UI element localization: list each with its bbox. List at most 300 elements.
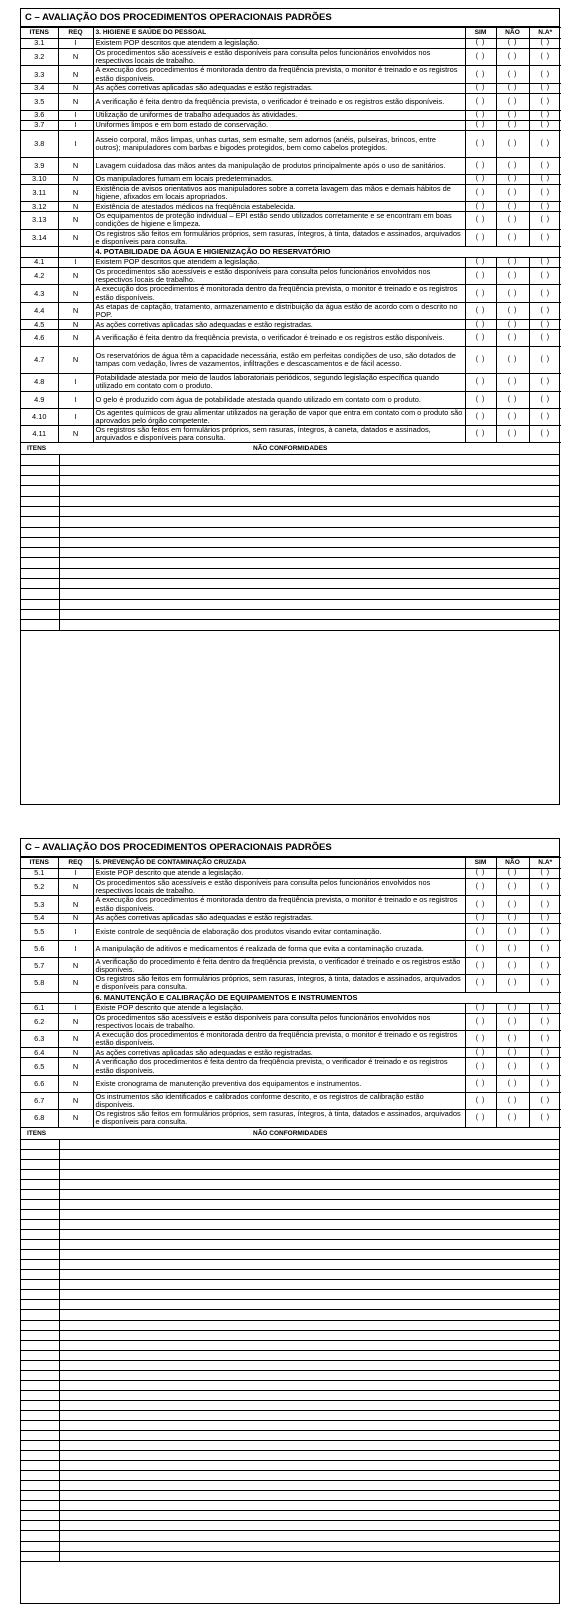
non-conformities-section: [21, 443, 559, 455]
checkbox-nao[interactable]: ( ): [496, 268, 529, 285]
non-conformity-row[interactable]: [21, 1531, 559, 1541]
requirement-level: N: [58, 1092, 93, 1109]
item-description: Os procedimentos são acessíveis e estão disponíveis para consulta pelos funcionários envolvidos nos respectivos locais de trabalho.: [93, 1013, 465, 1030]
checkbox-nao[interactable]: ( ): [496, 426, 529, 443]
non-conformity-row[interactable]: [21, 1310, 559, 1320]
checkbox-sim[interactable]: ( ): [465, 869, 496, 879]
checkbox-sim[interactable]: ( ): [465, 49, 496, 66]
requirement-level: N: [58, 229, 93, 246]
checkbox-sim[interactable]: ( ): [465, 202, 496, 212]
checkbox-sim[interactable]: ( ): [465, 330, 496, 347]
table-row: [21, 1075, 561, 1092]
checkbox-na[interactable]: ( ): [529, 49, 561, 66]
non-conformity-row[interactable]: [21, 1411, 559, 1421]
non-conformities-grid: [21, 1140, 559, 1562]
table-row: [21, 39, 561, 49]
form-title: C – AVALIAÇÃO DOS PROCEDIMENTOS OPERACIONAIS PADRÕES: [21, 9, 559, 27]
checkbox-sim[interactable]: ( ): [465, 285, 496, 302]
checkbox-na[interactable]: ( ): [529, 120, 561, 130]
checkbox-nao[interactable]: ( ): [496, 93, 529, 110]
checkbox-na[interactable]: ( ): [529, 39, 561, 49]
section-title: 4. POTABILIDADE DA ÁGUA E HIGIENIZAÇÃO DO RESERVATÓRIO: [93, 247, 561, 258]
table-row: [21, 869, 561, 879]
checkbox-nao[interactable]: ( ): [496, 347, 529, 374]
checkbox-na[interactable]: ( ): [529, 302, 561, 319]
table-row: [21, 93, 561, 110]
non-conformity-row[interactable]: [21, 558, 559, 568]
checkbox-na[interactable]: ( ): [529, 879, 561, 896]
requirement-level: N: [58, 957, 93, 974]
non-conformity-row[interactable]: [21, 1230, 559, 1240]
non-conformity-row[interactable]: [21, 1300, 559, 1310]
checkbox-na[interactable]: ( ): [529, 391, 561, 408]
item-description: Existem POP descritos que atendem a legislação.: [93, 258, 465, 268]
requirement-level: N: [58, 975, 93, 992]
checkbox-na[interactable]: ( ): [529, 923, 561, 940]
table-row: [21, 391, 561, 408]
non-conformity-row[interactable]: [21, 538, 559, 548]
item-description: A verificação é feita dentro da freqüência prevista, o verificador é treinado e os registros estão disponíveis.: [93, 93, 465, 110]
item-description: Existência de avisos orientativos aos manipuladores sobre a correta lavagem das mãos e demais hábitos de higiene, afixados em locais apropriados.: [93, 184, 465, 201]
column-header-row: [21, 28, 561, 39]
checkbox-sim[interactable]: ( ): [465, 1031, 496, 1048]
non-conformity-row[interactable]: [21, 1240, 559, 1250]
checkbox-sim[interactable]: ( ): [465, 347, 496, 374]
checkbox-na[interactable]: ( ): [529, 330, 561, 347]
table-row: [21, 184, 561, 201]
checkbox-nao[interactable]: ( ): [496, 869, 529, 879]
item-description: A manipulação de aditivos e medicamentos é realizada de forma que evita a contaminação cruzada.: [93, 940, 465, 957]
checkbox-na[interactable]: ( ): [529, 320, 561, 330]
item-number: 5.2: [21, 879, 58, 896]
item-number: 4.8: [21, 374, 58, 391]
non-conformity-row[interactable]: [21, 620, 559, 630]
checkbox-nao[interactable]: ( ): [496, 83, 529, 93]
evaluation-form-1: [20, 8, 560, 805]
checkbox-na[interactable]: ( ): [529, 940, 561, 957]
checkbox-sim[interactable]: ( ): [465, 374, 496, 391]
checkbox-nao[interactable]: ( ): [496, 879, 529, 896]
checkbox-nao[interactable]: ( ): [496, 320, 529, 330]
checkbox-sim[interactable]: ( ): [465, 174, 496, 184]
requirement-level: I: [58, 869, 93, 879]
checkbox-nao[interactable]: ( ): [496, 174, 529, 184]
requirement-level: I: [58, 110, 93, 120]
checkbox-na[interactable]: ( ): [529, 347, 561, 374]
checkbox-nao[interactable]: ( ): [496, 1031, 529, 1048]
non-conformity-row[interactable]: [21, 600, 559, 610]
item-description: A verificação dos procedimentos é feita dentro da freqüência prevista, o verificador é treinado e os registros estão disponíveis.: [93, 1058, 465, 1075]
non-conformity-row[interactable]: [21, 1371, 559, 1381]
checkbox-na[interactable]: ( ): [529, 184, 561, 201]
checkbox-na[interactable]: ( ): [529, 426, 561, 443]
checkbox-sim[interactable]: ( ): [465, 212, 496, 229]
checkbox-na[interactable]: ( ): [529, 896, 561, 913]
checkbox-nao[interactable]: ( ): [496, 130, 529, 157]
checkbox-na[interactable]: ( ): [529, 1058, 561, 1075]
item-number: 4.9: [21, 391, 58, 408]
non-conformity-row[interactable]: [21, 1331, 559, 1341]
checkbox-sim[interactable]: ( ): [465, 93, 496, 110]
checkbox-na[interactable]: ( ): [529, 408, 561, 425]
checkbox-na[interactable]: ( ): [529, 1048, 561, 1058]
item-number: 3.11: [21, 184, 58, 201]
non-conformity-row[interactable]: [21, 1451, 559, 1461]
checkbox-sim[interactable]: ( ): [465, 391, 496, 408]
checkbox-nao[interactable]: ( ): [496, 374, 529, 391]
item-number: 3.1: [21, 39, 58, 49]
item-number: 6.7: [21, 1092, 58, 1109]
checkbox-na[interactable]: ( ): [529, 268, 561, 285]
checkbox-na[interactable]: ( ): [529, 229, 561, 246]
table-row: [21, 157, 561, 174]
non-conformity-row[interactable]: [21, 1200, 559, 1210]
checkbox-nao[interactable]: ( ): [496, 975, 529, 992]
non-conformity-row[interactable]: [21, 569, 559, 579]
item-number: 4.7: [21, 347, 58, 374]
checkbox-na[interactable]: ( ): [529, 975, 561, 992]
checkbox-nao[interactable]: ( ): [496, 330, 529, 347]
non-conformity-row[interactable]: [21, 1511, 559, 1521]
requirement-level: I: [58, 923, 93, 940]
checkbox-na[interactable]: ( ): [529, 1013, 561, 1030]
item-description: Existe controle de seqüência de elaboração dos produtos visando evitar contaminação.: [93, 923, 465, 940]
non-conformity-row[interactable]: [21, 1461, 559, 1471]
non-conformity-row[interactable]: [21, 517, 559, 527]
checkbox-na[interactable]: ( ): [529, 913, 561, 923]
non-conformity-row[interactable]: [21, 548, 559, 558]
checkbox-nao[interactable]: ( ): [496, 391, 529, 408]
non-conformity-row[interactable]: [21, 1361, 559, 1371]
item-number: 6.1: [21, 1003, 58, 1013]
checkbox-na[interactable]: ( ): [529, 212, 561, 229]
checkbox-nao[interactable]: ( ): [496, 1110, 529, 1127]
non-conformity-row[interactable]: [21, 1421, 559, 1431]
checkbox-nao[interactable]: ( ): [496, 1075, 529, 1092]
checkbox-nao[interactable]: ( ): [496, 923, 529, 940]
non-conformity-row[interactable]: [21, 1260, 559, 1270]
checkbox-sim[interactable]: ( ): [465, 1013, 496, 1030]
non-conformity-row[interactable]: [21, 1270, 559, 1280]
checklist-table: [21, 27, 561, 443]
section-title: 6. MANUTENÇÃO E CALIBRAÇÃO DE EQUIPAMENTOS E INSTRUMENTOS: [93, 992, 561, 1003]
checkbox-sim[interactable]: ( ): [465, 975, 496, 992]
non-conformity-row[interactable]: [21, 1441, 559, 1451]
item-number: 3.2: [21, 49, 58, 66]
non-conformity-row[interactable]: [21, 1471, 559, 1481]
non-conformity-row[interactable]: [21, 1351, 559, 1361]
item-description: A verificação do procedimento é feita dentro da freqüência prevista, o verificador é treinado e os registros estão disponíveis.: [93, 957, 465, 974]
non-conformity-row[interactable]: [21, 1542, 559, 1552]
requirement-level: N: [58, 1110, 93, 1127]
requirement-level: N: [58, 66, 93, 83]
non-conformity-row[interactable]: [21, 1190, 559, 1200]
checkbox-na[interactable]: ( ): [529, 374, 561, 391]
checkbox-na[interactable]: ( ): [529, 957, 561, 974]
table-row: [21, 957, 561, 974]
checkbox-na[interactable]: ( ): [529, 93, 561, 110]
table-row: [21, 975, 561, 992]
requirement-level: N: [58, 93, 93, 110]
item-number: 4.4: [21, 302, 58, 319]
blank-cell: [58, 992, 93, 1003]
checkbox-sim[interactable]: ( ): [465, 879, 496, 896]
requirement-level: I: [58, 940, 93, 957]
item-number: 5.7: [21, 957, 58, 974]
item-number: 4.3: [21, 285, 58, 302]
item-number: 4.5: [21, 320, 58, 330]
checkbox-sim[interactable]: ( ): [465, 1092, 496, 1109]
checkbox-nao[interactable]: ( ): [496, 940, 529, 957]
checkbox-nao[interactable]: ( ): [496, 202, 529, 212]
section-title: 3. HIGIENE E SAÚDE DO PESSOAL: [93, 28, 465, 39]
checkbox-sim[interactable]: ( ): [465, 258, 496, 268]
non-conformity-row[interactable]: [21, 579, 559, 589]
item-description: Os manipuladores fumam em locais predeterminados.: [93, 174, 465, 184]
non-conformity-row[interactable]: [21, 1150, 559, 1160]
col-header-itens: ITENS: [21, 28, 58, 39]
non-conformity-row[interactable]: [21, 497, 559, 507]
requirement-level: N: [58, 347, 93, 374]
checkbox-nao[interactable]: ( ): [496, 66, 529, 83]
table-row: [21, 1110, 561, 1127]
checkbox-na[interactable]: ( ): [529, 174, 561, 184]
table-row: [21, 302, 561, 319]
checkbox-sim[interactable]: ( ): [465, 1058, 496, 1075]
table-row: [21, 285, 561, 302]
checkbox-nao[interactable]: ( ): [496, 184, 529, 201]
checkbox-nao[interactable]: ( ): [496, 120, 529, 130]
section-header-row: [21, 247, 561, 258]
checkbox-nao[interactable]: ( ): [496, 258, 529, 268]
checkbox-nao[interactable]: ( ): [496, 957, 529, 974]
table-row: [21, 1092, 561, 1109]
checkbox-na[interactable]: ( ): [529, 1092, 561, 1109]
non-conformity-row[interactable]: [21, 1290, 559, 1300]
checkbox-sim[interactable]: ( ): [465, 157, 496, 174]
item-number: 3.3: [21, 66, 58, 83]
blank-cell: [21, 247, 58, 258]
item-number: 3.4: [21, 83, 58, 93]
checkbox-na[interactable]: ( ): [529, 66, 561, 83]
item-description: Asseio corporal, mãos limpas, unhas curtas, sem esmalte, sem adornos (anéis, pulseiras, brincos, entre outros); manipuladores com barbas e bigodes protegidos, bem como cabelos protegidos.: [93, 130, 465, 157]
table-row: [21, 110, 561, 120]
non-conformity-row[interactable]: [21, 455, 559, 465]
item-number: 5.5: [21, 923, 58, 940]
non-conformity-row[interactable]: [21, 486, 559, 496]
checkbox-sim[interactable]: ( ): [465, 957, 496, 974]
table-row: [21, 408, 561, 425]
table-row: [21, 268, 561, 285]
checkbox-nao[interactable]: ( ): [496, 110, 529, 120]
checkbox-sim[interactable]: ( ): [465, 66, 496, 83]
non-conformity-row[interactable]: [21, 610, 559, 620]
checkbox-sim[interactable]: ( ): [465, 110, 496, 120]
checkbox-sim[interactable]: ( ): [465, 184, 496, 201]
checkbox-sim[interactable]: ( ): [465, 1075, 496, 1092]
checkbox-nao[interactable]: ( ): [496, 229, 529, 246]
checkbox-na[interactable]: ( ): [529, 83, 561, 93]
table-row: [21, 130, 561, 157]
table-row: [21, 347, 561, 374]
non-conformity-row[interactable]: [21, 476, 559, 486]
checkbox-na[interactable]: ( ): [529, 285, 561, 302]
checkbox-sim[interactable]: ( ): [465, 923, 496, 940]
table-row: [21, 120, 561, 130]
non-conformities-header: [21, 1128, 559, 1140]
requirement-level: N: [58, 1058, 93, 1075]
non-conformity-row[interactable]: [21, 1521, 559, 1531]
col-header-req: REQ: [58, 28, 93, 39]
checkbox-nao[interactable]: ( ): [496, 212, 529, 229]
checkbox-na[interactable]: ( ): [529, 130, 561, 157]
checkbox-nao[interactable]: ( ): [496, 39, 529, 49]
item-description: Lavagem cuidadosa das mãos antes da manipulação de produtos principalmente após o uso de sanitários.: [93, 157, 465, 174]
non-conformity-row[interactable]: [21, 1491, 559, 1501]
requirement-level: N: [58, 212, 93, 229]
table-row: [21, 212, 561, 229]
item-description: Utilização de uniformes de trabalho adequados às atividades.: [93, 110, 465, 120]
requirement-level: I: [58, 408, 93, 425]
item-description: A verificação é feita dentro da freqüência prevista, o verificador é treinado e os registros estão disponíveis.: [93, 330, 465, 347]
checkbox-sim[interactable]: ( ): [465, 896, 496, 913]
requirement-level: I: [58, 1003, 93, 1013]
non-conformity-row[interactable]: [21, 1341, 559, 1351]
checkbox-nao[interactable]: ( ): [496, 1048, 529, 1058]
item-description: Potabilidade atestada por meio de laudos laboratoriais periódicos, segundo legislação específica quando utilizado em contato com o produto.: [93, 374, 465, 391]
non-conformity-row[interactable]: [21, 1160, 559, 1170]
item-description: Uniformes limpos e em bom estado de conservação.: [93, 120, 465, 130]
checkbox-sim[interactable]: ( ): [465, 1110, 496, 1127]
checkbox-sim[interactable]: ( ): [465, 1048, 496, 1058]
nc-title: NÃO CONFORMIDADES: [253, 445, 328, 453]
non-conformity-row[interactable]: [21, 1180, 559, 1190]
checkbox-sim[interactable]: ( ): [465, 426, 496, 443]
checkbox-nao[interactable]: ( ): [496, 896, 529, 913]
checkbox-nao[interactable]: ( ): [496, 408, 529, 425]
non-conformity-row[interactable]: [21, 1401, 559, 1411]
requirement-level: I: [58, 39, 93, 49]
section-title: 5. PREVENÇÃO DE CONTAMINAÇÃO CRUZADA: [93, 858, 465, 869]
item-description: Os registros são feitos em formulários próprios, sem rasuras, íntegros, à tinta, datados e assinados, arquivados e disponíveis para consulta.: [93, 1110, 465, 1127]
non-conformity-row[interactable]: [21, 1431, 559, 1441]
item-description: Os procedimentos são acessíveis e estão disponíveis para consulta pelos funcionários envolvidos nos respectivos locais de trabalho.: [93, 49, 465, 66]
item-description: Os reservatórios de água têm a capacidade necessária, estão em perfeitas condições de uso, são dotados de tampas com vedação, livres de vazamentos, infiltrações e descascamentos e de fácil acesso.: [93, 347, 465, 374]
non-conformity-row[interactable]: [21, 1210, 559, 1220]
non-conformity-row[interactable]: [21, 1381, 559, 1391]
non-conformity-row[interactable]: [21, 1170, 559, 1180]
item-description: Os equipamentos de proteção individual – EPI estão sendo utilizados corretamente e se encontram em boas condições de higiene e limpeza.: [93, 212, 465, 229]
checkbox-sim[interactable]: ( ): [465, 940, 496, 957]
checkbox-sim[interactable]: ( ): [465, 39, 496, 49]
non-conformity-row[interactable]: [21, 1481, 559, 1491]
checkbox-sim[interactable]: ( ): [465, 913, 496, 923]
non-conformity-row[interactable]: [21, 1250, 559, 1260]
non-conformity-row[interactable]: [21, 1321, 559, 1331]
table-row: [21, 879, 561, 896]
item-description: Existe cronograma de manutenção preventiva dos equipamentos e instrumentos.: [93, 1075, 465, 1092]
non-conformity-row[interactable]: [21, 1501, 559, 1511]
requirement-level: N: [58, 913, 93, 923]
checkbox-sim[interactable]: ( ): [465, 120, 496, 130]
checkbox-sim[interactable]: ( ): [465, 229, 496, 246]
item-description: Os agentes químicos de grau alimentar utilizados na geração de vapor que entra em contato com o produto são aprovados pelo órgão competente.: [93, 408, 465, 425]
checkbox-sim[interactable]: ( ): [465, 1003, 496, 1013]
checkbox-sim[interactable]: ( ): [465, 83, 496, 93]
item-number: 5.3: [21, 896, 58, 913]
table-row: [21, 923, 561, 940]
table-row: [21, 426, 561, 443]
item-number: 4.1: [21, 258, 58, 268]
nc-title: NÃO CONFORMIDADES: [253, 1129, 328, 1137]
checkbox-nao[interactable]: ( ): [496, 285, 529, 302]
checkbox-na[interactable]: ( ): [529, 1110, 561, 1127]
checkbox-nao[interactable]: ( ): [496, 1092, 529, 1109]
checkbox-na[interactable]: ( ): [529, 1003, 561, 1013]
requirement-level: I: [58, 258, 93, 268]
item-number: 5.4: [21, 913, 58, 923]
checkbox-sim[interactable]: ( ): [465, 408, 496, 425]
checkbox-na[interactable]: ( ): [529, 157, 561, 174]
item-number: 6.2: [21, 1013, 58, 1030]
blank-cell: [58, 247, 93, 258]
item-number: 5.1: [21, 869, 58, 879]
checkbox-nao[interactable]: ( ): [496, 1003, 529, 1013]
non-conformity-row[interactable]: [21, 466, 559, 476]
checkbox-nao[interactable]: ( ): [496, 1013, 529, 1030]
checkbox-nao[interactable]: ( ): [496, 913, 529, 923]
table-row: [21, 66, 561, 83]
non-conformity-row[interactable]: [21, 589, 559, 599]
checkbox-nao[interactable]: ( ): [496, 1058, 529, 1075]
checkbox-sim[interactable]: ( ): [465, 302, 496, 319]
item-description: Os registros são feitos em formulários próprios, sem rasuras, íntegros, à tinta, datados e assinados, arquivados e disponíveis para consulta.: [93, 975, 465, 992]
requirement-level: N: [58, 330, 93, 347]
checkbox-sim[interactable]: ( ): [465, 268, 496, 285]
requirement-level: N: [58, 268, 93, 285]
non-conformity-row[interactable]: [21, 1552, 559, 1562]
non-conformities-header: [21, 443, 559, 455]
table-row: [21, 320, 561, 330]
table-row: [21, 202, 561, 212]
non-conformity-row[interactable]: [21, 507, 559, 517]
non-conformity-row[interactable]: [21, 1391, 559, 1401]
table-row: [21, 896, 561, 913]
requirement-level: N: [58, 184, 93, 201]
non-conformity-row[interactable]: [21, 528, 559, 538]
non-conformity-row[interactable]: [21, 1220, 559, 1230]
non-conformity-row[interactable]: [21, 1280, 559, 1290]
checkbox-nao[interactable]: ( ): [496, 302, 529, 319]
non-conformity-row[interactable]: [21, 1140, 559, 1150]
checkbox-sim[interactable]: ( ): [465, 130, 496, 157]
nc-items-label: ITENS: [27, 1129, 47, 1137]
requirement-level: I: [58, 391, 93, 408]
item-number: 3.13: [21, 212, 58, 229]
checkbox-nao[interactable]: ( ): [496, 49, 529, 66]
requirement-level: N: [58, 1048, 93, 1058]
checkbox-na[interactable]: ( ): [529, 1031, 561, 1048]
requirement-level: N: [58, 83, 93, 93]
checkbox-na[interactable]: ( ): [529, 110, 561, 120]
checkbox-na[interactable]: ( ): [529, 1075, 561, 1092]
checkbox-na[interactable]: ( ): [529, 869, 561, 879]
checkbox-na[interactable]: ( ): [529, 202, 561, 212]
checkbox-sim[interactable]: ( ): [465, 320, 496, 330]
checkbox-nao[interactable]: ( ): [496, 157, 529, 174]
requirement-level: N: [58, 174, 93, 184]
checkbox-na[interactable]: ( ): [529, 258, 561, 268]
